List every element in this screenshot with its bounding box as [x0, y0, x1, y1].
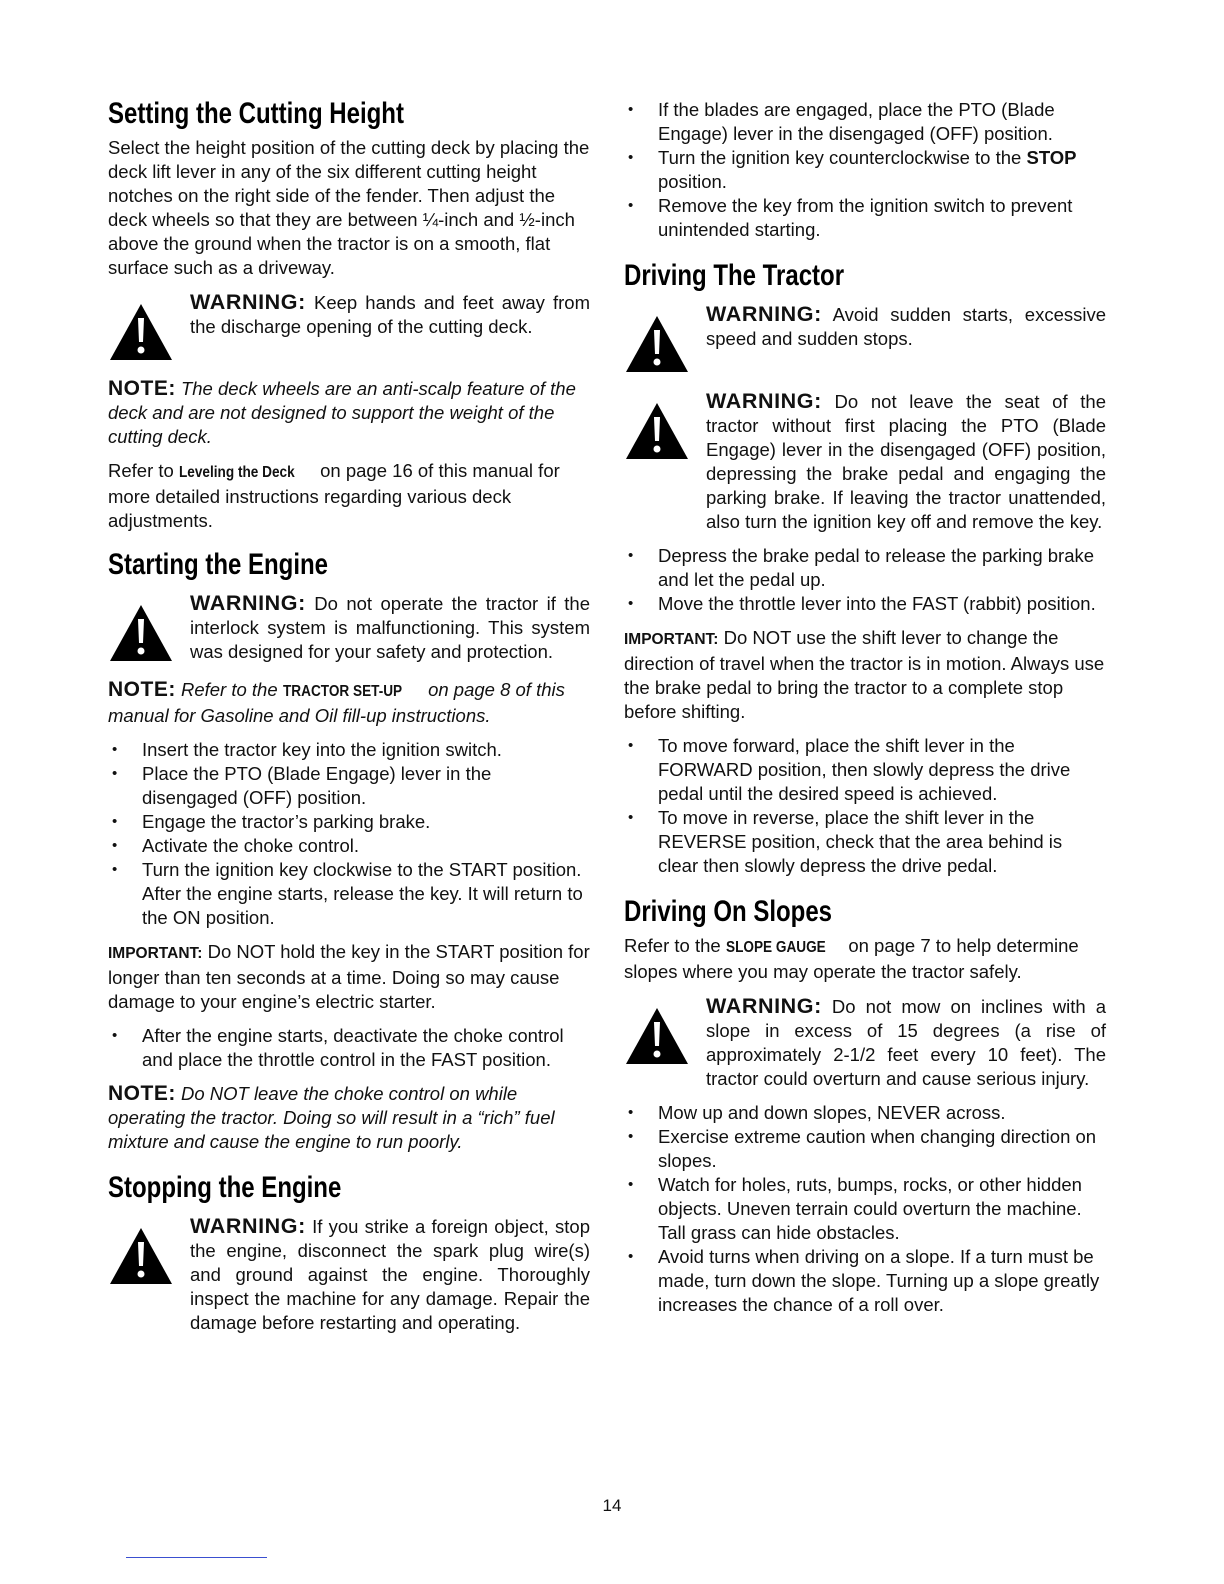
warning-text: [706, 302, 1106, 379]
list-item: • Watch for holes, ruts, bumps, rocks, or other hidden objects. Uneven terrain could overturn the machine. Tall grass can hide obstacles.: [624, 1173, 1106, 1245]
warning-triangle-icon: [108, 290, 190, 367]
list-item: • Engage the tractor’s parking brake.: [108, 810, 590, 834]
note-label: NOTE:: [108, 1082, 176, 1105]
warning-block: [624, 389, 1106, 534]
section-heading: Starting the Engine: [108, 548, 329, 581]
bullet-list: [108, 1024, 590, 1072]
warning-body: If you strike a foreign object, stop the engine, disconnect the spark plug wire(s) and ground against the engine. Thoroughly inspect the machine for any damage. Repair the damage before restarting and operating.: [190, 1216, 590, 1333]
cross-reference: TRACTOR SET-UP: [282, 683, 402, 700]
footer-rule: [126, 1557, 267, 1558]
section-driving-slopes: [624, 894, 1106, 1317]
warning-triangle-icon: [108, 1214, 190, 1335]
text: Refer to the: [180, 679, 278, 700]
text: Do NOT hold the key in the START position for longer than ten seconds at a time. Doing so may cause damage to your engine’s electric starter.: [108, 941, 590, 1012]
warning-body: Keep hands and feet away from the discharge opening of the cutting deck.: [190, 292, 590, 337]
list-item: • To move forward, place the shift lever in the FORWARD position, then slowly depress the drive pedal until the desired speed is achieved.: [624, 734, 1106, 806]
warning-label: WARNING:: [190, 591, 306, 615]
section-heading: Driving The Tractor: [624, 259, 845, 292]
bullet-list: [624, 1101, 1106, 1317]
warning-text: [706, 389, 1106, 534]
list-item: • Place the PTO (Blade Engage) lever in the disengaged (OFF) position.: [108, 762, 590, 810]
warning-triangle-icon: [624, 389, 706, 534]
bullet-list: [624, 544, 1106, 616]
warning-label: WARNING:: [190, 1214, 306, 1238]
bullet-list: [624, 98, 1106, 242]
warning-label: WARNING:: [706, 302, 822, 326]
warning-triangle-icon: [108, 591, 190, 668]
text: Refer to: [108, 460, 174, 481]
section-cutting-height: [108, 96, 590, 533]
text: on page 16 of this manual for more detailed instructions regarding various deck adjustments.: [108, 460, 560, 531]
warning-body: Do not mow on inclines with a slope in excess of 15 degrees (a rise of approximately 2-1/2 feet every 10 feet). The tractor could overturn and cause serious injury.: [706, 996, 1107, 1089]
cross-reference: SLOPE GAUGE: [725, 939, 826, 956]
text: Do NOT use the shift lever to change the direction of travel when the tractor is in motion. Always use the brake pedal to bring the tractor to a complete stop before shifting.: [624, 627, 1105, 722]
paragraph: [624, 934, 1106, 984]
emphasis: STOP: [1026, 147, 1077, 168]
bullet-list: [108, 738, 590, 930]
list-item: • Exercise extreme caution when changing direction on slopes.: [624, 1125, 1106, 1173]
bullet-list: [624, 734, 1106, 878]
important-label: IMPORTANT:: [624, 631, 719, 648]
warning-block: [108, 1214, 590, 1335]
warning-label: WARNING:: [190, 290, 306, 314]
section-heading: Setting the Cutting Height: [108, 97, 404, 130]
text: Refer to the: [624, 935, 721, 956]
right-column: [624, 98, 1106, 1327]
list-item: • After the engine starts, deactivate the choke control and place the throttle control in the FAST position.: [108, 1024, 590, 1072]
list-item: [624, 146, 1106, 194]
text: on page 8 of this manual for Gasoline and Oil fill-up instructions.: [108, 679, 565, 726]
list-item: • Remove the key from the ignition switch to prevent unintended starting.: [624, 194, 1106, 242]
warning-triangle-icon: [624, 302, 706, 379]
warning-text: [706, 994, 1106, 1091]
note: [108, 377, 590, 449]
note: [108, 1082, 590, 1154]
important-note: [108, 940, 590, 1014]
list-item: • Mow up and down slopes, NEVER across.: [624, 1101, 1106, 1125]
warning-text: [190, 1214, 590, 1335]
warning-body: Do not leave the seat of the tractor without first placing the PTO (Blade Engage) lever in the disengaged (OFF) position, depressing the brake pedal and engaging the parking brake. If leaving the tractor unattended, also turn the ignition key off and remove the key.: [706, 391, 1106, 532]
section-starting-engine: [108, 547, 590, 1154]
section-stopping-engine: [108, 1170, 590, 1335]
warning-block: [108, 290, 590, 367]
text: on page 7 to help determine slopes where you may operate the tractor safely.: [624, 935, 1079, 982]
warning-label: WARNING:: [706, 389, 822, 413]
warning-text: [190, 591, 590, 668]
paragraph: Select the height position of the cutting deck by placing the deck lift lever in any of the six different cutting height notches on the right side of the fender. Then adjust the deck wheels so that they are between ¼-inch and ½-inch above the ground when the tractor is on a smooth, flat surface such as a driveway.: [108, 137, 590, 278]
left-column: [108, 96, 590, 1345]
important-note: [624, 626, 1106, 724]
note-label: NOTE:: [108, 377, 176, 400]
note: [108, 678, 590, 728]
section-heading: Stopping the Engine: [108, 1171, 342, 1204]
note-text: Do NOT leave the choke control on while operating the tractor. Doing so will result in a “rich” fuel mixture and cause the engine to run poorly.: [108, 1083, 555, 1152]
page-number: 14: [602, 1496, 622, 1515]
list-item: • Move the throttle lever into the FAST (rabbit) position.: [624, 592, 1106, 616]
text: position.: [658, 171, 727, 192]
list-item: • Insert the tractor key into the ignition switch.: [108, 738, 590, 762]
list-item: • Depress the brake pedal to release the parking brake and let the pedal up.: [624, 544, 1106, 592]
warning-block: [624, 994, 1106, 1091]
list-item: • To move in reverse, place the shift lever in the REVERSE position, check that the area behind is clear then slowly depress the drive pedal.: [624, 806, 1106, 878]
warning-block: [108, 591, 590, 668]
list-item: • Turn the ignition key clockwise to the START position. After the engine starts, release the key. It will return to the ON position.: [108, 858, 590, 930]
warning-text: [190, 290, 590, 367]
section-heading: Driving On Slopes: [624, 895, 833, 928]
cross-reference: Leveling the Deck: [178, 464, 295, 481]
warning-block: [624, 302, 1106, 379]
note-label: NOTE:: [108, 678, 176, 701]
text: Turn the ignition key counterclockwise to the: [658, 147, 1022, 168]
warning-label: WARNING:: [706, 994, 822, 1018]
warning-triangle-icon: [624, 994, 706, 1091]
list-item: • If the blades are engaged, place the PTO (Blade Engage) lever in the disengaged (OFF) position.: [624, 98, 1106, 146]
paragraph: [108, 459, 590, 533]
list-item: • Avoid turns when driving on a slope. If a turn must be made, turn down the slope. Turning up a slope greatly increases the chance of a roll over.: [624, 1245, 1106, 1317]
warning-body: Do not operate the tractor if the interlock system is malfunctioning. This system was designed for your safety and protection.: [190, 593, 590, 662]
section-driving-tractor: [624, 258, 1106, 878]
warning-body: Avoid sudden starts, excessive speed and sudden stops.: [706, 304, 1107, 349]
note-text: The deck wheels are an anti-scalp feature of the deck and are not designed to support the weight of the cutting deck.: [108, 378, 576, 447]
list-item: • Activate the choke control.: [108, 834, 590, 858]
important-label: IMPORTANT:: [108, 945, 203, 962]
